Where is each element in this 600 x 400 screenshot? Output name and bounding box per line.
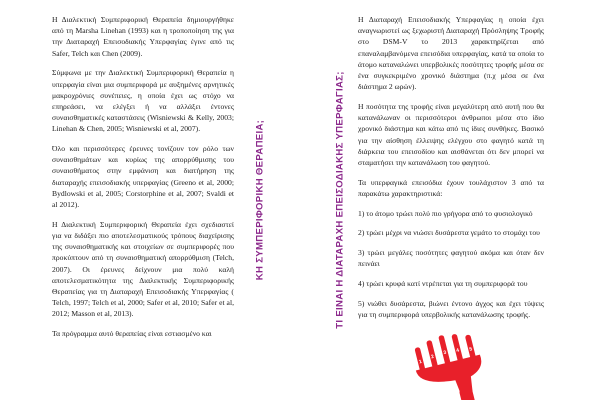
- paragraph: 1) το άτομο τρώει πολύ πιο γρήγορα από το φυσιολογικό: [358, 208, 533, 218]
- paragraph: Η Διαλεκτική Συμπεριφορική Θεραπεία δημιουργήθηκε από τη Marsha Linehan (1993) και η τροποποίηση της για την Διαταραχή Επεισοδιακής Υπερφαγίας έγινε από τις Safer, Telch και Chen (2009).: [52, 15, 234, 58]
- paragraph: Τα υπερφαγικά επεισόδια έχουν τουλάχιστον 3 από τα παρακάτω χαρακτηριστικά:: [358, 177, 544, 198]
- paragraph: Τα πρόγραμμα αυτό θεραπείας είναι εστιασμένο και: [52, 329, 212, 339]
- paragraph: Η Διαλεκτική Συμπεριφορική Θεραπεία έχει σχεδιαστεί για να διδάξει πιο αποτελεσματικούς τρόπους διαχείρισης της συναισθηματικής και στοιχείων σε συμπεριφορές που προκύπτουν από τη συναισθηματική απορρύθμιση (Telch, 2007). Οι έρευνες δείχνουν μια πολύ καλή αποτελεσματικότητα της Διαλεκτικής Συμπεριφορικής Θεραπείας για τη Διαταραχή Επεισοδιακής Υπερφαγίας ( Telch, 1997; Telch et al, 2000; Safer et al, 2010; Safer et al, 2012; Masson et al, 2013).: [52, 219, 234, 319]
- paragraph: Όλο και περισσότερες έρευνες τονίζουν τον ρόλο των συναισθημάτων και κυρίως της απορρύθμισης του συναισθήματος στην εμφάνιση και διατήρηση της διαταραχής επεισοδιακής υπερφαγίας (Greeno et al, 2000; Bydlowski et al, 2005; Corstorphine et al, 2007; Svaldi et al 2012).: [52, 144, 234, 210]
- svg-text:4: 4: [455, 347, 460, 355]
- svg-text:1: 1: [418, 358, 423, 366]
- fork-icon: [392, 330, 542, 400]
- vertical-heading-left-label: ΚΗ ΣΥΜΠΕΡΙΦΟΡΙΚΗ ΘΕΡΑΠΕΙΑ;: [254, 119, 266, 281]
- svg-text:2: 2: [430, 353, 435, 361]
- paragraph: 5) νιώθει δυσάρεστα, βιώνει έντονο άγχος και έχει τύψεις για τη συμπεριφορά υπερβολικής κατανάλωσης τροφής.: [358, 298, 544, 319]
- paragraph: 3) τρώει μεγάλες ποσότητες φαγητού ακόμα και όταν δεν πεινάει: [358, 247, 544, 269]
- vertical-heading-right-label: ΤΙ ΕΙΝΑΙ Η ΔΙΑΤΑΡΑΧΗ ΕΠΕΙΣΟΔΙΑΚΗΣ ΥΠΕΡΦΑΓΙΑΣ;: [334, 71, 346, 329]
- svg-text:5: 5: [468, 346, 473, 353]
- paragraph: 4) τρώει κρυφά κατί ντρέπεται για τη συμπεριφορά του: [358, 278, 528, 288]
- vertical-heading-right: [330, 0, 350, 400]
- fork-illustration: [392, 330, 542, 400]
- left-text-column: [52, 14, 234, 400]
- paragraph: Η ποσότητα της τροφής είναι μεγαλύτερη από αυτή που θα κατανάλωναν οι περισσότεροι άνθρωποι μέσα στο ίδιο χρονικό διάστημα και κάτω από τις ίδιες συνθήκες. Βασικό για την αίσθηση έλλειψης ελέγχου στο φαγητό κατά τη διάρκεια του επεισοδίου και αισθάνεται ότι δεν μπορεί να σταματήσει την κατανάλωση του φαγητού.: [358, 101, 544, 167]
- paragraph: Η Διαταραχή Επεισοδιακής Υπερφαγίας η οποία έχει αναγνωριστεί ως ξεχωριστή Διαταραχή Πρόσληψης Τροφής στο DSM-V το 2013 χαρακτηρίζεται από επαναλαμβανόμενα επεισόδια υπερφαγίας, κατά τα οποία το άτομο καταναλώνει υπερβολικές ποσότητες τροφής μέσα σε ένα συγκεκριμένο χρονικό διάστημα (π.χ μέσα σε ένα διάστημα 2 ωρών).: [358, 15, 544, 92]
- vertical-heading-left: [250, 0, 270, 400]
- paragraph: 2) τρώει μέχρι να νιώσει δυσάρεστα γεμάτο το στομάχι του: [358, 228, 540, 238]
- svg-text:3: 3: [442, 349, 448, 357]
- paragraph: Σύμφωνα με την Διαλεκτική Συμπεριφορική Θεραπεία η υπερφαγία είναι μια συμπεριφορά με αυξημένες αρνητικές μακροχρόνιες συνέπειες, η οποία έχει ως στόχο να επηρεάσει, να ελέγξει ή να αλλάξει έντονες συναισθηματικές καταστάσεις (Wisniewski & Kelly, 2003; Linehan & Chen, 2005; Wisniewski et al, 2007).: [52, 68, 234, 134]
